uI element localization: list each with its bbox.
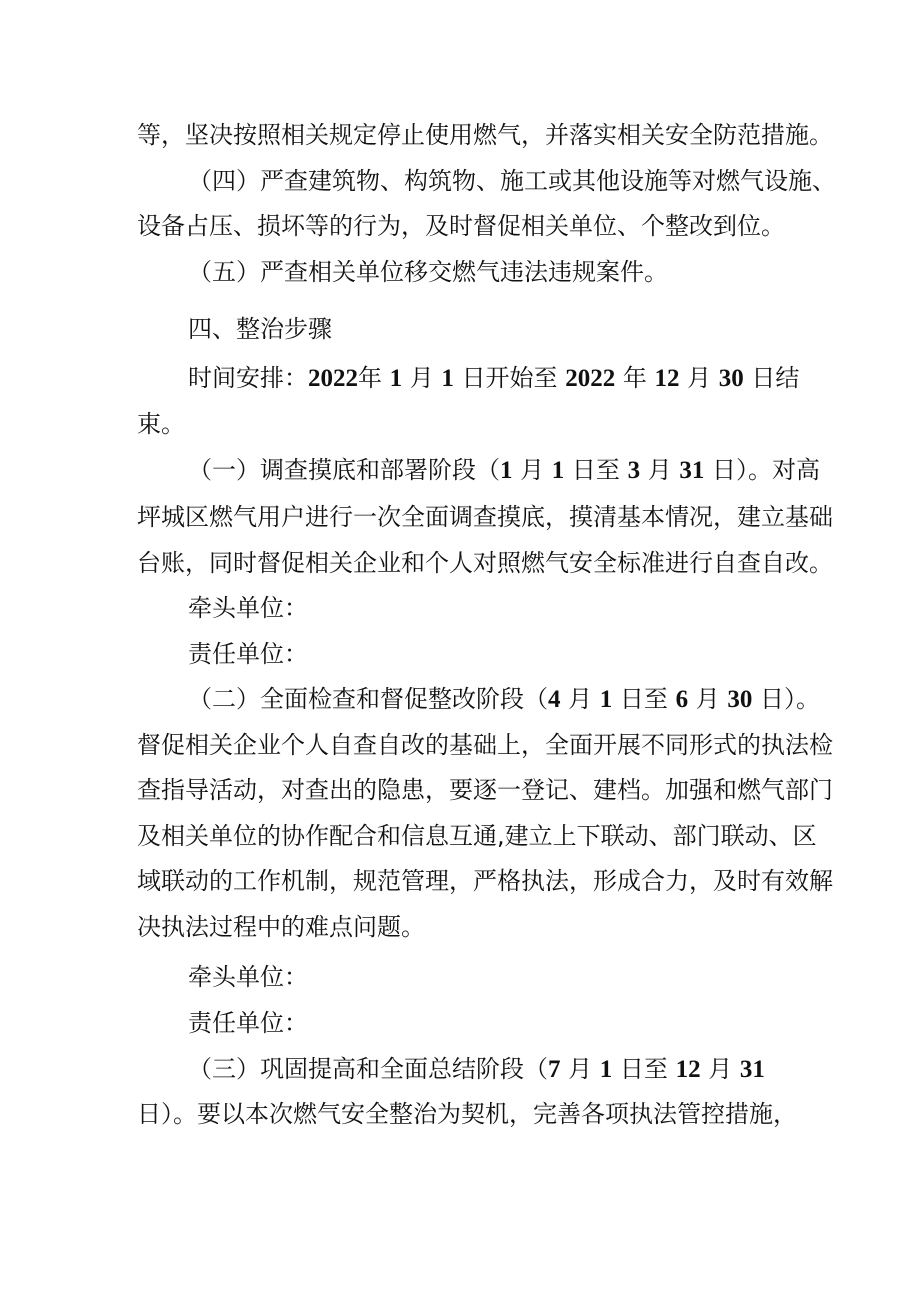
number-segment: 3 — [627, 457, 641, 484]
text-segment: 年 — [622, 364, 647, 392]
text-segment: （一）调查摸底和部署阶段（ — [188, 456, 500, 484]
number-segment: 2022 — [565, 365, 616, 392]
number-segment: 12 — [675, 1056, 701, 1083]
number-segment: 1 — [551, 457, 565, 484]
text-segment: （二）全面检查和督促整改阶段（ — [188, 685, 548, 713]
lead-unit-label: 牵头单位： — [188, 963, 308, 991]
paragraph-line: 日）。要以本次燃气安全整治为契机，完善各项执法管控措施， — [137, 1100, 797, 1128]
number-segment: 31 — [679, 457, 705, 484]
time-schedule-line — [188, 355, 799, 401]
text-segment: 年 — [358, 364, 382, 392]
phase-3-heading-line — [188, 1046, 765, 1092]
number-segment: 1 — [389, 365, 403, 392]
phase-1-heading-line — [188, 447, 820, 493]
section-4-heading-line: （四）严查建筑物、构筑物、施工或其他设施等对燃气设施、 — [188, 167, 836, 195]
paragraph-line: 决执法过程中的难点问题。 — [137, 913, 425, 941]
text-segment: （三）巩固提高和全面总结阶段（ — [188, 1055, 548, 1083]
number-segment: 30 — [718, 365, 744, 392]
text-segment: 日开始至 — [461, 364, 558, 392]
number-segment: 2022 — [308, 365, 358, 392]
paragraph-line: 及相关单位的协作配合和信息互通,建立上下联动、部门联动、区 — [137, 822, 817, 850]
text-segment: 月 — [568, 1055, 593, 1083]
section-heading-steps: 四、整治步骤 — [188, 315, 332, 343]
number-segment: 12 — [654, 365, 680, 392]
lead-unit-label: 牵头单位： — [188, 594, 308, 622]
section-5-heading-line: （五）严查相关单位移交燃气违法违规案件。 — [188, 258, 668, 286]
paragraph-line: 督促相关企业个人自查自改的基础上，全面开展不同形式的执法检 — [137, 731, 833, 759]
number-segment: 1 — [599, 1056, 613, 1083]
paragraph-line: 等，坚决按照相关规定停止使用燃气，并落实相关安全防范措施。 — [137, 121, 833, 149]
number-segment: 6 — [675, 686, 689, 713]
text-segment: 月 — [568, 685, 593, 713]
number-segment: 1 — [500, 457, 513, 484]
text-segment: 月 — [647, 456, 672, 484]
text-segment: 日）。 — [759, 685, 820, 713]
text-segment: 月 — [695, 685, 720, 713]
text-segment: 日至 — [571, 456, 620, 484]
number-segment: 1 — [599, 686, 613, 713]
text-segment: 日结 — [751, 364, 800, 392]
number-segment: 30 — [727, 686, 753, 713]
responsible-unit-label: 责任单位： — [188, 640, 308, 668]
text-segment: 月 — [520, 456, 545, 484]
text-segment: 日至 — [619, 1055, 668, 1083]
text-segment: 日）。对高 — [711, 456, 820, 484]
paragraph-line: 域联动的工作机制，规范管理，严格执法，形成合力，及时有效解 — [137, 867, 833, 895]
number-segment: 4 — [548, 686, 561, 713]
number-segment: 7 — [548, 1056, 561, 1083]
paragraph-line: 设备占压、损坏等的行为，及时督促相关单位、个整改到位。 — [137, 212, 785, 240]
number-segment: 31 — [739, 1056, 765, 1083]
text-segment: 月 — [687, 364, 712, 392]
paragraph-line: 坪城区燃气用户进行一次全面调查摸底，摸清基本情况，建立基础 — [137, 503, 833, 531]
phase-2-heading-line — [188, 676, 820, 722]
paragraph-line: 束。 — [137, 410, 185, 438]
number-segment: 1 — [441, 365, 454, 392]
text-segment: 时间安排： — [188, 364, 308, 392]
text-segment: 日至 — [619, 685, 668, 713]
text-segment: 月 — [708, 1055, 733, 1083]
text-segment: 月 — [409, 364, 434, 392]
responsible-unit-label: 责任单位： — [188, 1009, 308, 1037]
paragraph-line: 台账，同时督促相关企业和个人对照燃气安全标准进行自查自改。 — [137, 549, 833, 577]
paragraph-line: 查指导活动，对查出的隐患，要逐一登记、建档。加强和燃气部门 — [137, 776, 833, 804]
